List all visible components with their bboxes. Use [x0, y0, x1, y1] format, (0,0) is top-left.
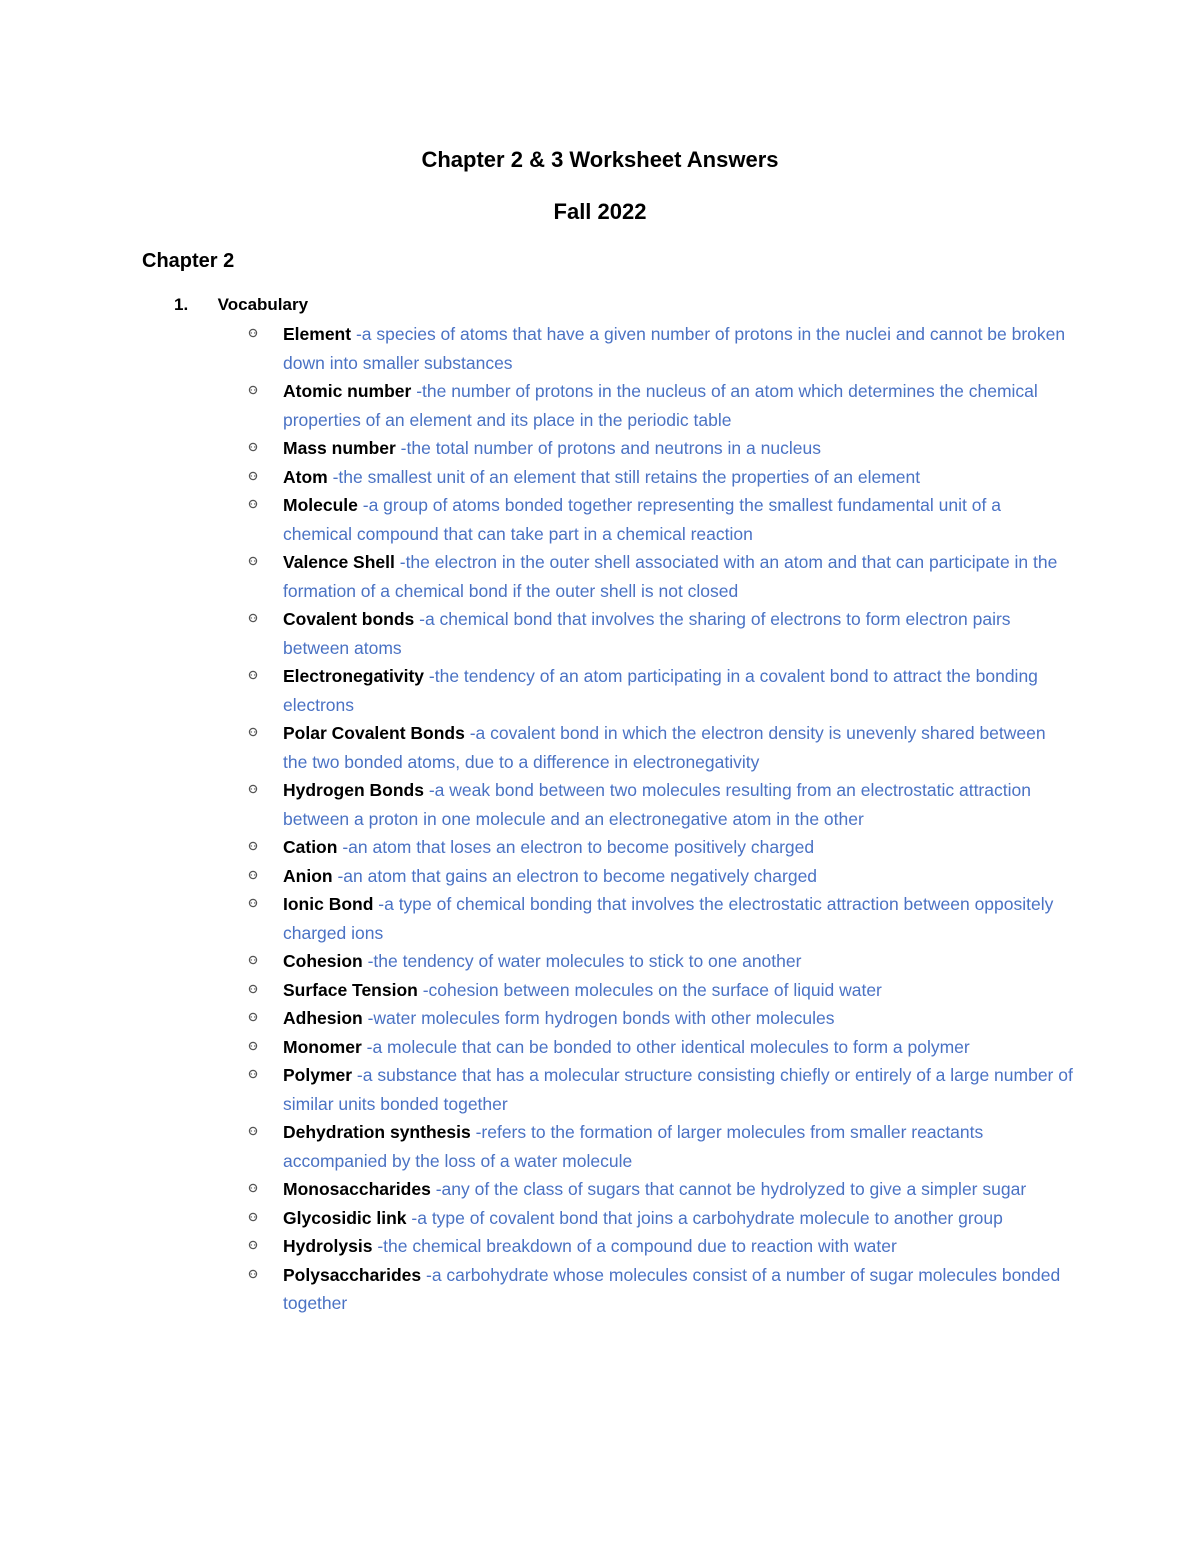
vocab-definition: -refers to the formation of larger molecules from smaller reactants accompanied by the loss of a water molecule	[283, 1122, 984, 1171]
vocab-term: Cohesion	[283, 951, 363, 971]
vocab-definition: -cohesion between molecules on the surface of liquid water	[417, 979, 882, 1000]
vocab-definition: -a type of covalent bond that joins a carbohydrate molecule to another group	[406, 1207, 1003, 1228]
hollow-circle-bullet-icon	[247, 719, 261, 748]
list-item	[283, 1232, 1073, 1261]
list-item	[283, 320, 1073, 377]
list-item	[283, 862, 1073, 891]
list-item	[283, 1261, 1073, 1318]
vocab-term: Molecule	[283, 495, 358, 515]
vocab-definition: -a weak bond between two molecules resulting from an electrostatic attraction between a proton in one molecule and an electronegative atom in the other	[283, 780, 1031, 829]
vocab-definition: -a substance that has a molecular structure consisting chiefly or entirely of a large number of similar units bonded together	[283, 1065, 1073, 1114]
hollow-circle-bullet-icon	[247, 320, 261, 349]
hollow-circle-bullet-icon	[247, 434, 261, 463]
section-number: 1.	[174, 295, 189, 314]
hollow-circle-bullet-icon	[247, 1033, 261, 1062]
vocab-term: Atom	[283, 466, 328, 487]
hollow-circle-bullet-icon	[247, 776, 261, 805]
list-item	[283, 377, 1073, 434]
list-item	[283, 947, 1073, 976]
vocab-term: Polysaccharides	[283, 1264, 422, 1285]
section-label: Vocabulary	[217, 295, 309, 314]
hollow-circle-bullet-icon	[247, 548, 261, 577]
vocab-term: Element	[283, 324, 352, 344]
hollow-circle-bullet-icon	[247, 1118, 261, 1147]
chapter-heading: Chapter 2	[142, 250, 235, 272]
vocab-definition: -a type of chemical bonding that involves the electrostatic attraction between oppositely charged ions	[283, 894, 1054, 943]
list-item	[283, 1004, 1073, 1033]
hollow-circle-bullet-icon	[247, 976, 261, 1005]
list-item	[283, 491, 1073, 548]
section-heading	[174, 293, 308, 317]
list-item	[283, 976, 1073, 1005]
list-item	[283, 833, 1073, 862]
vocabulary-list	[283, 320, 1073, 1318]
list-item	[283, 548, 1073, 605]
hollow-circle-bullet-icon	[247, 1061, 261, 1090]
vocab-definition: -a carbohydrate whose molecules consist of a number of sugar molecules bonded together	[283, 1264, 1061, 1313]
list-item	[283, 719, 1073, 776]
vocab-definition: -an atom that gains an electron to become negatively charged	[332, 865, 818, 886]
vocab-definition: -the electron in the outer shell associated with an atom and that can participate in the formation of a chemical bond if the outer shell is not closed	[283, 552, 1058, 601]
vocab-term: Electronegativity	[283, 666, 425, 686]
hollow-circle-bullet-icon	[247, 833, 261, 862]
hollow-circle-bullet-icon	[247, 1175, 261, 1204]
vocab-definition: -the total number of protons and neutrons in a nucleus	[395, 438, 821, 458]
vocab-definition: -water molecules form hydrogen bonds with other molecules	[362, 1008, 835, 1028]
hollow-circle-bullet-icon	[247, 463, 261, 492]
document-subtitle: Fall 2022	[553, 199, 647, 224]
vocab-term: Ionic Bond	[283, 894, 374, 914]
vocab-term: Atomic number	[283, 381, 412, 401]
vocab-definition: -the tendency of water molecules to stick to one another	[362, 951, 802, 971]
vocab-term: Dehydration synthesis	[283, 1122, 471, 1142]
list-item	[283, 605, 1073, 662]
vocab-definition: -a covalent bond in which the electron density is unevenly shared between the two bonded atoms, due to a difference in electronegativity	[283, 723, 1046, 772]
hollow-circle-bullet-icon	[247, 377, 261, 406]
vocab-definition: -the tendency of an atom participating in a covalent bond to attract the bonding electrons	[283, 666, 1038, 715]
vocab-term: Surface Tension	[283, 979, 418, 1000]
hollow-circle-bullet-icon	[247, 862, 261, 891]
list-item	[283, 890, 1073, 947]
vocab-definition: -the chemical breakdown of a compound due to reaction with water	[372, 1236, 897, 1256]
vocab-term: Polar Covalent Bonds	[283, 723, 465, 743]
vocab-term: Anion	[283, 865, 333, 886]
list-item	[283, 1175, 1073, 1204]
list-item	[283, 1118, 1073, 1175]
list-item	[283, 1061, 1073, 1118]
list-item	[283, 776, 1073, 833]
document-title: Chapter 2 & 3 Worksheet Answers	[421, 147, 779, 172]
vocab-definition: -the smallest unit of an element that still retains the properties of an element	[327, 466, 921, 487]
list-item	[283, 1033, 1073, 1062]
hollow-circle-bullet-icon	[247, 491, 261, 520]
vocab-term: Glycosidic link	[283, 1207, 407, 1228]
list-item	[283, 463, 1073, 492]
list-item	[283, 1204, 1073, 1233]
vocab-term: Monosaccharides	[283, 1179, 431, 1199]
vocab-definition: -a chemical bond that involves the sharing of electrons to form electron pairs between atoms	[283, 609, 1011, 658]
list-item	[283, 434, 1073, 463]
hollow-circle-bullet-icon	[247, 1004, 261, 1033]
vocab-definition: -an atom that loses an electron to become positively charged	[337, 837, 815, 857]
vocab-term: Hydrolysis	[283, 1236, 373, 1256]
list-item	[283, 662, 1073, 719]
vocab-term: Adhesion	[283, 1008, 363, 1028]
vocab-term: Cation	[283, 837, 338, 857]
vocab-definition: -a group of atoms bonded together representing the smallest fundamental unit of a chemical compound that can take part in a chemical reaction	[283, 495, 1001, 544]
vocab-term: Hydrogen Bonds	[283, 780, 424, 800]
hollow-circle-bullet-icon	[247, 890, 261, 919]
vocab-definition: -any of the class of sugars that cannot be hydrolyzed to give a simpler sugar	[430, 1179, 1027, 1199]
hollow-circle-bullet-icon	[247, 947, 261, 976]
vocab-term: Mass number	[283, 438, 396, 458]
hollow-circle-bullet-icon	[247, 605, 261, 634]
vocab-definition: -the number of protons in the nucleus of an atom which determines the chemical properties of an element and its place in the periodic table	[283, 381, 1038, 430]
hollow-circle-bullet-icon	[247, 662, 261, 691]
vocab-term: Covalent bonds	[283, 609, 415, 629]
vocab-term: Polymer	[283, 1065, 353, 1085]
vocab-term: Monomer	[283, 1036, 362, 1057]
vocab-definition: -a species of atoms that have a given number of protons in the nuclei and cannot be broken down into smaller substances	[283, 324, 1066, 373]
hollow-circle-bullet-icon	[247, 1204, 261, 1233]
vocab-definition: -a molecule that can be bonded to other identical molecules to form a polymer	[361, 1036, 970, 1057]
hollow-circle-bullet-icon	[247, 1232, 261, 1261]
vocab-term: Valence Shell	[283, 552, 395, 572]
hollow-circle-bullet-icon	[247, 1261, 261, 1290]
